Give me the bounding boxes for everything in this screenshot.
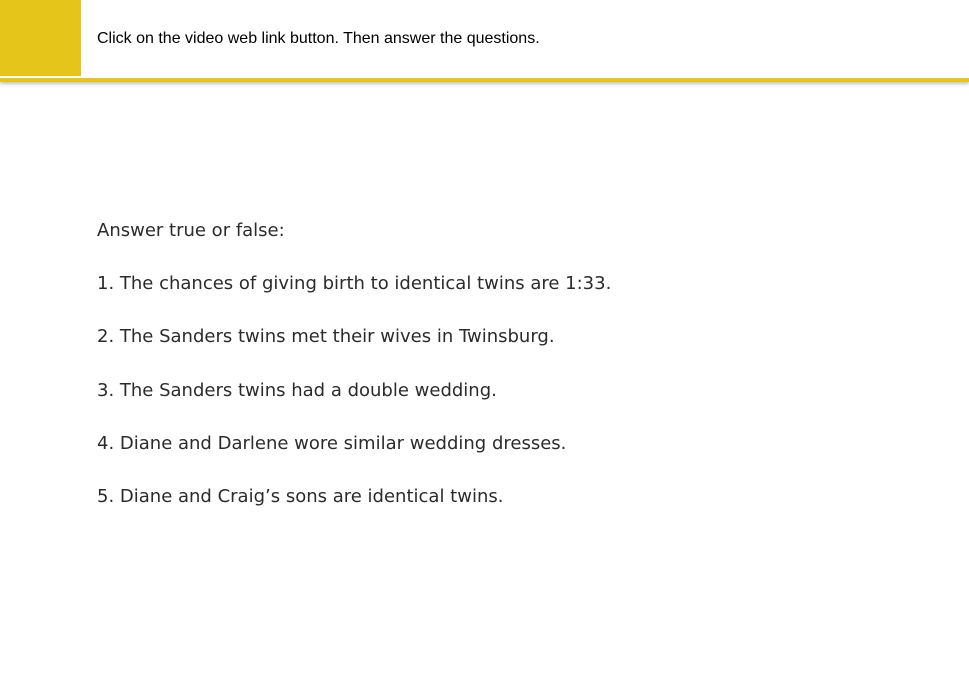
question-item: 5. Diane and Craig’s sons are identical twins. — [97, 485, 504, 507]
question-item: 2. The Sanders twins met their wives in Twinsburg. — [97, 326, 555, 348]
question-list — [97, 219, 611, 538]
question-prompt: Answer true or false: — [97, 220, 285, 241]
question-item: 1. The chances of giving birth to identical twins are 1:33. — [97, 273, 612, 295]
instruction-text: Click on the video web link button. Then answer the questions. — [97, 30, 540, 47]
question-item: 4. Diane and Darlene wore similar wedding dresses. — [97, 432, 567, 454]
header-accent-block — [0, 0, 81, 76]
question-item: 3. The Sanders twins had a double wedding. — [97, 379, 497, 401]
header-divider — [0, 78, 969, 82]
